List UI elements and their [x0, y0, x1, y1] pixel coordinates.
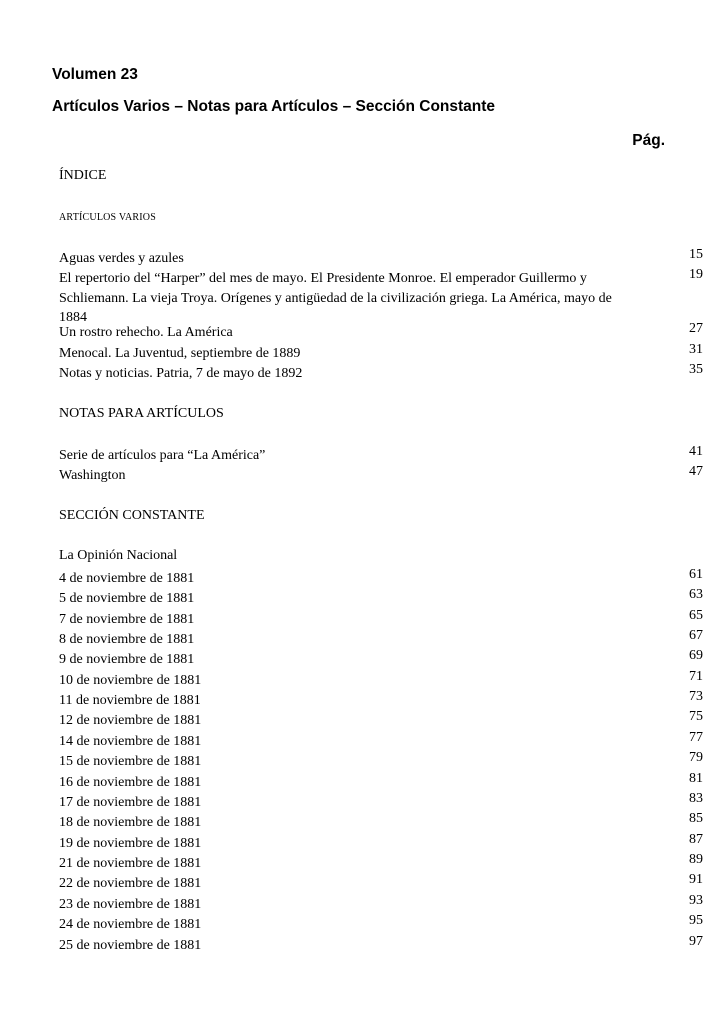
toc-entry-page: 93 — [689, 893, 703, 908]
toc-entry — [59, 854, 703, 874]
toc-entry — [59, 711, 703, 731]
toc-entry-text: 7 de noviembre de 1881 — [59, 612, 195, 627]
toc-entry — [59, 269, 703, 328]
toc-entry-text: 18 de noviembre de 1881 — [59, 815, 202, 830]
page-column-label: Pág. — [632, 132, 665, 149]
toc-entry-text: Un rostro rehecho. La América — [59, 325, 233, 340]
toc-entry-text: Serie de artículos para “La América” — [59, 448, 266, 463]
toc-entry-page: 47 — [689, 464, 703, 479]
toc-entry-page: 95 — [689, 913, 703, 928]
toc-entry-text: 11 de noviembre de 1881 — [59, 693, 201, 708]
toc-entry-text: 19 de noviembre de 1881 — [59, 836, 202, 851]
toc-entry-text: 8 de noviembre de 1881 — [59, 632, 195, 647]
toc-entry — [59, 874, 703, 894]
toc-entry-page: 41 — [689, 444, 703, 459]
toc-entry — [59, 466, 703, 486]
section-heading-notas-para-articulos: NOTAS PARA ARTÍCULOS — [59, 406, 224, 421]
toc-entry-text: 25 de noviembre de 1881 — [59, 938, 202, 953]
toc-entry-text: 9 de noviembre de 1881 — [59, 652, 195, 667]
toc-entry-page: 69 — [689, 648, 703, 663]
toc-entry — [59, 671, 703, 691]
volume-title: Volumen 23 — [52, 66, 138, 83]
toc-entry-text: 16 de noviembre de 1881 — [59, 775, 202, 790]
toc-entry-text: El repertorio del “Harper” del mes de mayo. El Presidente Monroe. El emperador Guillermo y Schliemann. La vieja Troya. Orígenes y antigüedad de la civilización griega. La América, mayo de 1884 — [59, 271, 612, 325]
toc-entry-page: 87 — [689, 832, 703, 847]
index-heading: ÍNDICE — [59, 168, 107, 183]
toc-entry-page: 73 — [689, 689, 703, 704]
toc-entry-page: 97 — [689, 934, 703, 949]
toc-entry — [59, 732, 703, 752]
toc-entry-page: 31 — [689, 342, 703, 357]
toc-entry-text: Aguas verdes y azules — [59, 251, 184, 266]
toc-entry — [59, 936, 703, 956]
toc-entry-page: 79 — [689, 750, 703, 765]
section-heading-seccion-constante: SECCIÓN CONSTANTE — [59, 508, 205, 523]
toc-entry-text: 12 de noviembre de 1881 — [59, 713, 202, 728]
toc-entry — [59, 249, 703, 269]
toc-entry-text: 21 de noviembre de 1881 — [59, 856, 202, 871]
toc-entry-page: 71 — [689, 669, 703, 684]
toc-entry-text: 23 de noviembre de 1881 — [59, 897, 202, 912]
toc-entry — [59, 446, 703, 466]
toc-entry — [59, 630, 703, 650]
toc-entry-page: 81 — [689, 771, 703, 786]
toc-entry — [59, 589, 703, 609]
toc-entry-page: 67 — [689, 628, 703, 643]
toc-entry-text: 24 de noviembre de 1881 — [59, 917, 202, 932]
toc-entry-page: 19 — [689, 267, 703, 282]
toc-entry-page: 83 — [689, 791, 703, 806]
toc-entry-text: 17 de noviembre de 1881 — [59, 795, 202, 810]
toc-entry-text: Washington — [59, 468, 126, 483]
toc-entry — [59, 773, 703, 793]
toc-entry — [59, 895, 703, 915]
toc-entry — [59, 752, 703, 772]
toc-entry — [59, 569, 703, 589]
toc-entry-page: 77 — [689, 730, 703, 745]
toc-entry-text: 22 de noviembre de 1881 — [59, 876, 202, 891]
toc-entry-text: 15 de noviembre de 1881 — [59, 754, 202, 769]
toc-entry-page: 27 — [689, 321, 703, 336]
toc-entry-page: 85 — [689, 811, 703, 826]
toc-entry — [59, 915, 703, 935]
toc-entry-text: Menocal. La Juventud, septiembre de 1889 — [59, 346, 301, 361]
toc-entry-text: 14 de noviembre de 1881 — [59, 734, 202, 749]
toc-entry — [59, 813, 703, 833]
toc-entry — [59, 323, 703, 343]
toc-entry-text: 10 de noviembre de 1881 — [59, 673, 202, 688]
toc-entry-page: 15 — [689, 247, 703, 262]
toc-entry — [59, 610, 703, 630]
toc-entry — [59, 650, 703, 670]
section-heading-articulos-varios: ARTÍCULOS VARIOS — [59, 212, 156, 223]
toc-entry — [59, 793, 703, 813]
toc-entry-text: 4 de noviembre de 1881 — [59, 571, 195, 586]
toc-entry-text: Notas y noticias. Patria, 7 de mayo de 1892 — [59, 366, 303, 381]
toc-entry — [59, 344, 703, 364]
toc-entry-page: 63 — [689, 587, 703, 602]
toc-entry — [59, 834, 703, 854]
toc-entry-text: 5 de noviembre de 1881 — [59, 591, 195, 606]
document-title: Artículos Varios – Notas para Artículos – Sección Constante — [52, 98, 496, 115]
toc-entry-page: 75 — [689, 709, 703, 724]
subsection-heading: La Opinión Nacional — [59, 548, 178, 563]
toc-entry — [59, 691, 703, 711]
toc-entry-page: 91 — [689, 872, 703, 887]
toc-entry-page: 35 — [689, 362, 703, 377]
toc-entry-page: 61 — [689, 567, 703, 582]
toc-entry-page: 89 — [689, 852, 703, 867]
toc-entry-page: 65 — [689, 608, 703, 623]
toc-entry — [59, 364, 703, 384]
